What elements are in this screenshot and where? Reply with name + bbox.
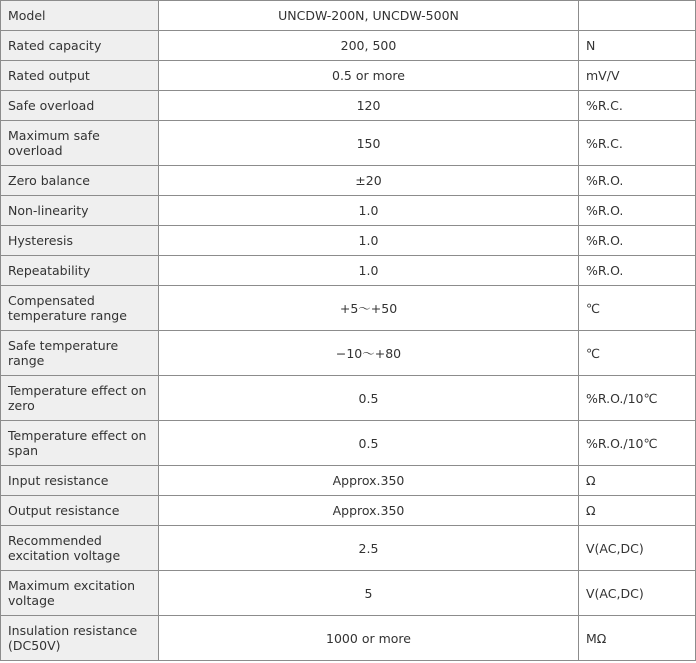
spec-label: Maximum excitation voltage [1, 571, 159, 616]
spec-value: 1.0 [159, 256, 579, 286]
spec-table-body [1, 1, 696, 661]
spec-unit: V(AC,DC) [579, 571, 696, 616]
spec-unit: %R.O. [579, 256, 696, 286]
spec-unit: %R.O. [579, 166, 696, 196]
spec-row-compensated-temperature-range [1, 286, 696, 331]
spec-row-maximum-safe-overload [1, 121, 696, 166]
spec-row-maximum-excitation-voltage [1, 571, 696, 616]
spec-row-model [1, 1, 696, 31]
spec-value: 120 [159, 91, 579, 121]
spec-unit: N [579, 31, 696, 61]
spec-row-repeatability [1, 256, 696, 286]
spec-label: Rated capacity [1, 31, 159, 61]
spec-value: 0.5 [159, 421, 579, 466]
spec-value: +5～+50 [159, 286, 579, 331]
spec-row-safe-overload [1, 91, 696, 121]
spec-label: Model [1, 1, 159, 31]
spec-value: 0.5 [159, 376, 579, 421]
spec-row-zero-balance [1, 166, 696, 196]
spec-label: Repeatability [1, 256, 159, 286]
spec-value: 200, 500 [159, 31, 579, 61]
spec-label: Temperature effect on zero [1, 376, 159, 421]
spec-value: 2.5 [159, 526, 579, 571]
spec-value: Approx.350 [159, 466, 579, 496]
spec-row-non-linearity [1, 196, 696, 226]
spec-label: Non-linearity [1, 196, 159, 226]
spec-label: Hysteresis [1, 226, 159, 256]
spec-value: 1000 or more [159, 616, 579, 661]
spec-row-hysteresis [1, 226, 696, 256]
spec-unit: ℃ [579, 286, 696, 331]
spec-unit: %R.C. [579, 91, 696, 121]
spec-row-input-resistance [1, 466, 696, 496]
spec-row-output-resistance [1, 496, 696, 526]
spec-value: ±20 [159, 166, 579, 196]
spec-value: −10～+80 [159, 331, 579, 376]
spec-label: Compensated temperature range [1, 286, 159, 331]
spec-row-temperature-effect-on-span [1, 421, 696, 466]
spec-value: 5 [159, 571, 579, 616]
spec-unit: V(AC,DC) [579, 526, 696, 571]
spec-unit: %R.O./10℃ [579, 376, 696, 421]
spec-label: Insulation resistance (DC50V) [1, 616, 159, 661]
spec-value: 1.0 [159, 226, 579, 256]
spec-label: Rated output [1, 61, 159, 91]
spec-row-insulation-resistance [1, 616, 696, 661]
spec-unit: %R.C. [579, 121, 696, 166]
spec-value: 150 [159, 121, 579, 166]
spec-row-recommended-excitation-voltage [1, 526, 696, 571]
spec-unit: ℃ [579, 331, 696, 376]
spec-unit: %R.O./10℃ [579, 421, 696, 466]
spec-unit: MΩ [579, 616, 696, 661]
spec-unit [579, 1, 696, 31]
spec-value: 0.5 or more [159, 61, 579, 91]
spec-label: Safe temperature range [1, 331, 159, 376]
spec-label: Zero balance [1, 166, 159, 196]
spec-label: Recommended excitation voltage [1, 526, 159, 571]
spec-row-temperature-effect-on-zero [1, 376, 696, 421]
spec-unit: mV/V [579, 61, 696, 91]
spec-value: 1.0 [159, 196, 579, 226]
spec-value: UNCDW-200N, UNCDW-500N [159, 1, 579, 31]
spec-unit: Ω [579, 496, 696, 526]
spec-label: Safe overload [1, 91, 159, 121]
spec-label: Maximum safe overload [1, 121, 159, 166]
spec-row-safe-temperature-range [1, 331, 696, 376]
spec-unit: %R.O. [579, 196, 696, 226]
spec-unit: %R.O. [579, 226, 696, 256]
spec-value: Approx.350 [159, 496, 579, 526]
spec-unit: Ω [579, 466, 696, 496]
spec-label: Temperature effect on span [1, 421, 159, 466]
spec-row-rated-output [1, 61, 696, 91]
spec-label: Output resistance [1, 496, 159, 526]
spec-label: Input resistance [1, 466, 159, 496]
spec-row-rated-capacity [1, 31, 696, 61]
